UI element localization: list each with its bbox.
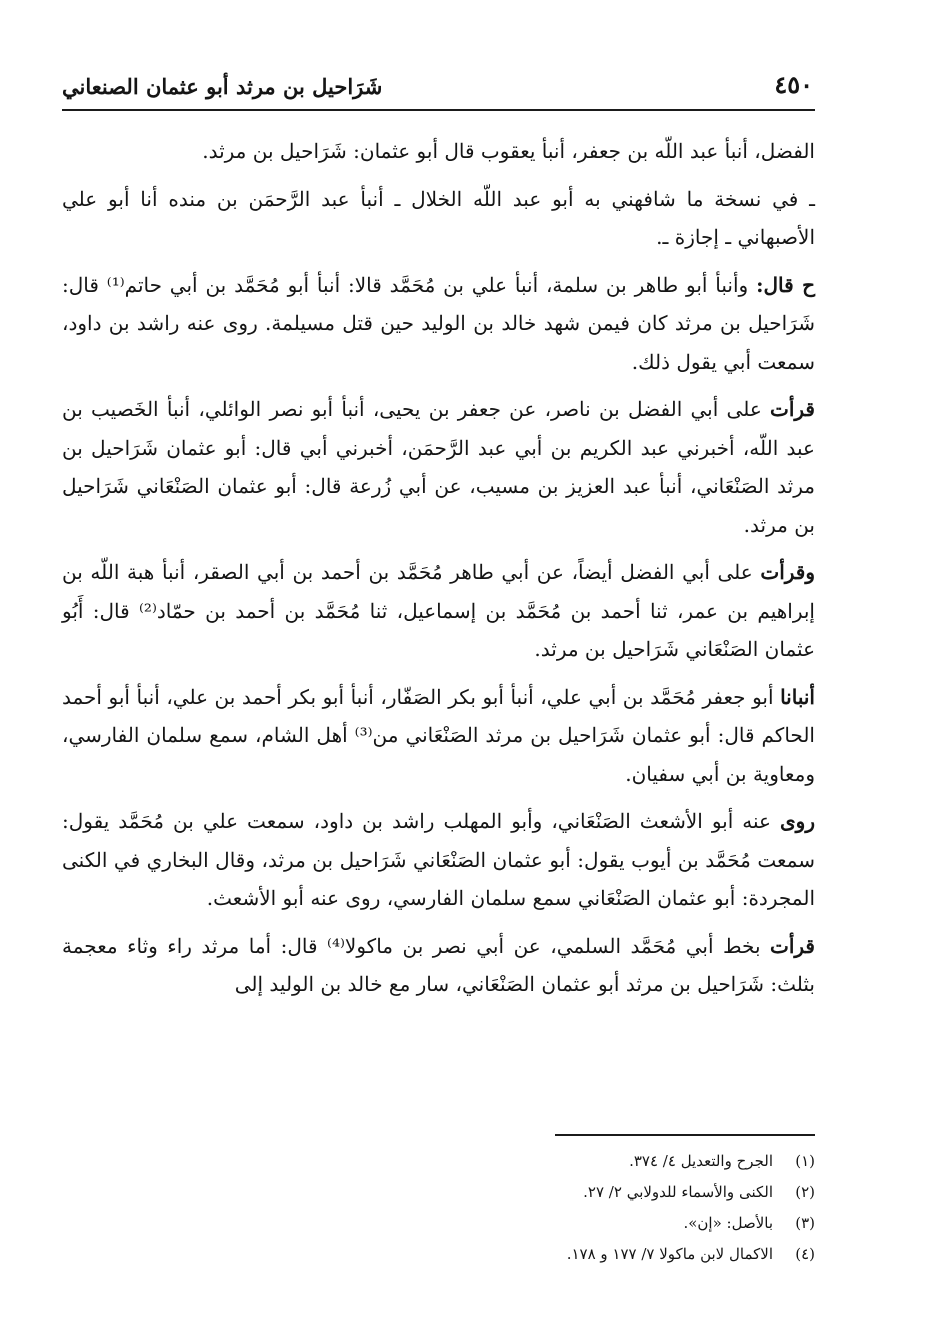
- paragraph: [62, 390, 815, 544]
- main-text: [62, 132, 815, 1013]
- paragraph: [62, 132, 815, 171]
- footnote-number: (٤): [795, 1245, 815, 1263]
- paragraph: [62, 802, 815, 918]
- page-header: [62, 68, 813, 108]
- footnote-text: الجرح والتعديل ٤/ ٣٧٤.: [629, 1152, 773, 1170]
- paragraph-lead: وقرأت: [760, 560, 815, 584]
- footnote-number: (٣): [795, 1214, 815, 1232]
- footnote: [62, 1208, 815, 1239]
- paragraph-lead: روى: [780, 809, 815, 833]
- paragraph: [62, 553, 815, 669]
- paragraph-lead: ح قال:: [756, 272, 815, 297]
- footnote-text: الاكمال لابن ماكولا ٧/ ١٧٧ و ١٧٨.: [566, 1245, 773, 1263]
- paragraph-lead: قرأت: [770, 933, 815, 958]
- paragraph-text: عنه أبو الأشعث الصَنْعَاني، وأبو المهلب راشد بن داود، سمعت علي بن مُحَمَّد يقول: سمعت مُحَمَّد بن أيوب يقول: أبو عثمان الصَنْعَاني شَرَاحيل بن مرثد، وقال البخاري في الكنى المجردة: أبو عثمان الصَنْعَاني سمع سلمان الفارسي، روى عنه أبو الأشعث.: [62, 809, 815, 910]
- footnote-text: الكنى والأسماء للدولابي ٢/ ٢٧.: [583, 1183, 773, 1201]
- paragraph-lead: قرأت: [770, 397, 815, 421]
- paragraph: [62, 927, 815, 1004]
- paragraph-lead: أنبانا: [780, 684, 815, 709]
- footnote-number: (٢): [795, 1183, 815, 1201]
- paragraph-text: الفضل، أنبأ عبد اللّه بن جعفر، أنبأ يعقوب قال أبو عثمان: شَرَاحيل بن مرثد.: [202, 139, 815, 163]
- page-number: ٤٥٠: [774, 70, 813, 99]
- paragraph-text: بخط أبي مُحَمَّد السلمي، عن أبي نصر بن ماكولا⁽⁴⁾ قال: أما مرثد راء وثاء معجمة بثلث: شَرَاحيل بن مرثد أبو عثمان الصَنْعَاني، سار مع خالد بن الوليد إلى: [62, 933, 815, 996]
- paragraph-text: وأنبأ أبو طاهر بن سلمة، أنبأ علي بن مُحَمَّد قالا: أنبأ أبو مُحَمَّد بن أبي حاتم⁽¹⁾ قال: شَرَاحيل بن مرثد كان فيمن شهد خالد بن الوليد حين قتل مسيلمة. روى عنه راشد بن داود، سمعت أبي يقول ذلك.: [62, 272, 815, 374]
- footnote: [62, 1239, 815, 1270]
- footnote-number: (١): [795, 1152, 815, 1170]
- paragraph-text: على أبي الفضل أيضاً، عن أبي طاهر مُحَمَّد بن أحمد بن أبي الصقر، أنبأ هبة اللّه بن إبراهيم بن عمر، ثنا أحمد بن مُحَمَّد بن إسماعيل، ثنا مُحَمَّد بن أحمد بن حمّاد⁽²⁾ قال: أَبُو عثمان الصَنْعَاني شَرَاحيل بن مرثد.: [62, 560, 815, 661]
- footnote: [62, 1177, 815, 1208]
- footnote-text: بالأصل: «إن».: [683, 1214, 773, 1232]
- running-title: شَرَاحيل بن مرثد أبو عثمان الصنعاني: [62, 74, 383, 99]
- paragraph: [62, 266, 815, 382]
- paragraph-text: أبو جعفر مُحَمَّد بن أبي علي، أنبأ أبو بكر الصَفّار، أنبأ أبو بكر أحمد بن علي، أنبأ أبو أحمد الحاكم قال: أبو عثمان شَرَاحيل بن مرثد الصَنْعَاني من⁽³⁾ أهل الشام، سمع سلمان الفارسي، ومعاوية بن أبي سفيان.: [62, 684, 815, 786]
- paragraph-text: ـ في نسخة ما شافهني به أبو عبد اللّه الخلال ـ أنبأ عبد الرَّحمَن بن منده أنا أبو علي الأصبهاني ـ إجازة ـ.: [62, 186, 815, 249]
- paragraph: [62, 678, 815, 794]
- header-divider: [62, 109, 815, 111]
- footnote: [62, 1146, 815, 1177]
- footnotes: [62, 1146, 815, 1270]
- paragraph: [62, 180, 815, 257]
- footnote-divider: [555, 1134, 815, 1136]
- paragraph-text: على أبي الفضل بن ناصر، عن جعفر بن يحيى، أنبأ أبو نصر الوائلي، أنبأ الخَصيب بن عبد اللّه، أخبرني عبد الكريم بن أبي عبد الرَّحمَن، أخبرني أبي قال: أبو عثمان شَرَاحيل بن مرثد الصَنْعَاني، أنبأ عبد العزيز بن مسيب، عن أبي زُرعة قال: أبو عثمان الصَنْعَاني شَرَاحيل بن مرثد.: [62, 397, 815, 537]
